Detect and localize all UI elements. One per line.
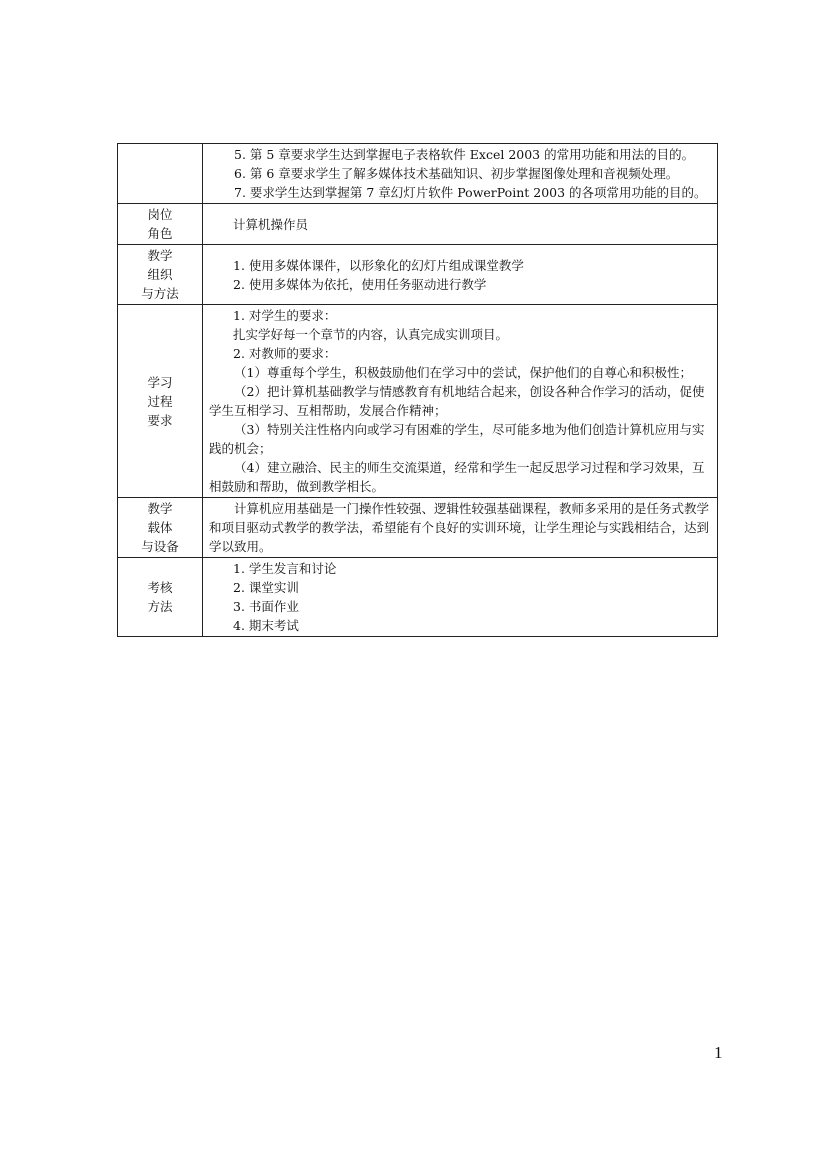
objective-line: 6. 第 6 章要求学生了解多媒体技术基础知识、初步掌握图像处理和音视频处理。 (234, 166, 679, 181)
learning-process-label-line: 过程 (147, 393, 173, 409)
learning-process-line: （4）建立融洽、民主的师生交流渠道，经常和学生一起反思学习过程和学习效果，互相鼓励和帮助，做到教学相长。 (209, 460, 705, 494)
assessment-content (203, 558, 718, 637)
teaching-org-row (118, 245, 718, 305)
learning-process-label (118, 305, 203, 498)
role-label-line: 岗位 (147, 207, 173, 222)
assessment-line: 3. 书面作业 (233, 599, 299, 614)
carrier-label-line: 与设备 (141, 539, 179, 554)
learning-process-label-line: 学习 (147, 374, 173, 390)
learning-process-content (203, 305, 718, 498)
carrier-label-line: 载体 (147, 520, 173, 535)
learning-process-row (118, 305, 718, 498)
assessment-label-line: 方法 (147, 599, 173, 614)
teaching-org-label-line: 教学 (147, 248, 173, 263)
role-row (118, 204, 718, 245)
learning-process-label-line: 要求 (147, 412, 173, 428)
teaching-org-label-line: 与方法 (141, 286, 179, 301)
role-label (118, 204, 203, 245)
learning-process-line: 2. 对教师的要求： (233, 346, 337, 361)
assessment-line: 1. 学生发言和讨论 (233, 561, 337, 576)
carrier-row (118, 498, 718, 558)
teaching-org-line: 1. 使用多媒体课件，以形象化的幻灯片组成课堂教学 (233, 257, 524, 273)
learning-process-line: （2）把计算机基础教学与情感教育有机地结合起来，创设各种合作学习的活动，促使学生互相学习、互相帮助，发展合作精神； (209, 384, 705, 418)
learning-process-line: 扎实学好每一个章节的内容，认真完成实训项目。 (233, 327, 509, 342)
objective-line: 7. 要求学生达到掌握第 7 章幻灯片软件 PowerPoint 2003 的各项常用功能的目的。 (234, 185, 707, 200)
objectives-row (118, 144, 718, 204)
teaching-org-content (203, 245, 718, 305)
assessment-line: 4. 期末考试 (233, 618, 299, 633)
teaching-org-line: 2. 使用多媒体为依托，使用任务驱动进行教学 (233, 276, 487, 292)
carrier-label-line: 教学 (147, 501, 173, 516)
assessment-line: 2. 课堂实训 (233, 580, 299, 595)
teaching-org-label-line: 组织 (147, 267, 173, 282)
learning-process-line: 1. 对学生的要求： (233, 308, 337, 323)
carrier-label (118, 498, 203, 558)
objectives-content (203, 144, 718, 204)
role-content: 计算机操作员 (203, 204, 718, 245)
assessment-label (118, 558, 203, 637)
page-number: 1 (714, 1043, 723, 1062)
carrier-content (203, 498, 718, 558)
role-label-line: 角色 (147, 226, 173, 241)
course-plan-table (117, 143, 718, 637)
learning-process-line: （3）特别关注性格内向或学习有困难的学生，尽可能多地为他们创造计算机应用与实践的机会； (209, 422, 705, 456)
learning-process-line: （1）尊重每个学生，积极鼓励他们在学习中的尝试，保护他们的自尊心和积极性； (234, 365, 692, 380)
teaching-org-label (118, 245, 203, 305)
carrier-paragraph: 计算机应用基础是一门操作性较强、逻辑性较强基础课程，教师多采用的是任务式教学和项目驱动式教学的教学法，希望能有个良好的实训环境，让学生理论与实践相结合，达到学以致用。 (209, 501, 710, 554)
assessment-label-line: 考核 (147, 580, 173, 595)
objective-line: 5. 第 5 章要求学生达到掌握电子表格软件 Excel 2003 的常用功能和用法的目的。 (234, 147, 695, 162)
objectives-label (118, 144, 203, 204)
assessment-row (118, 558, 718, 637)
